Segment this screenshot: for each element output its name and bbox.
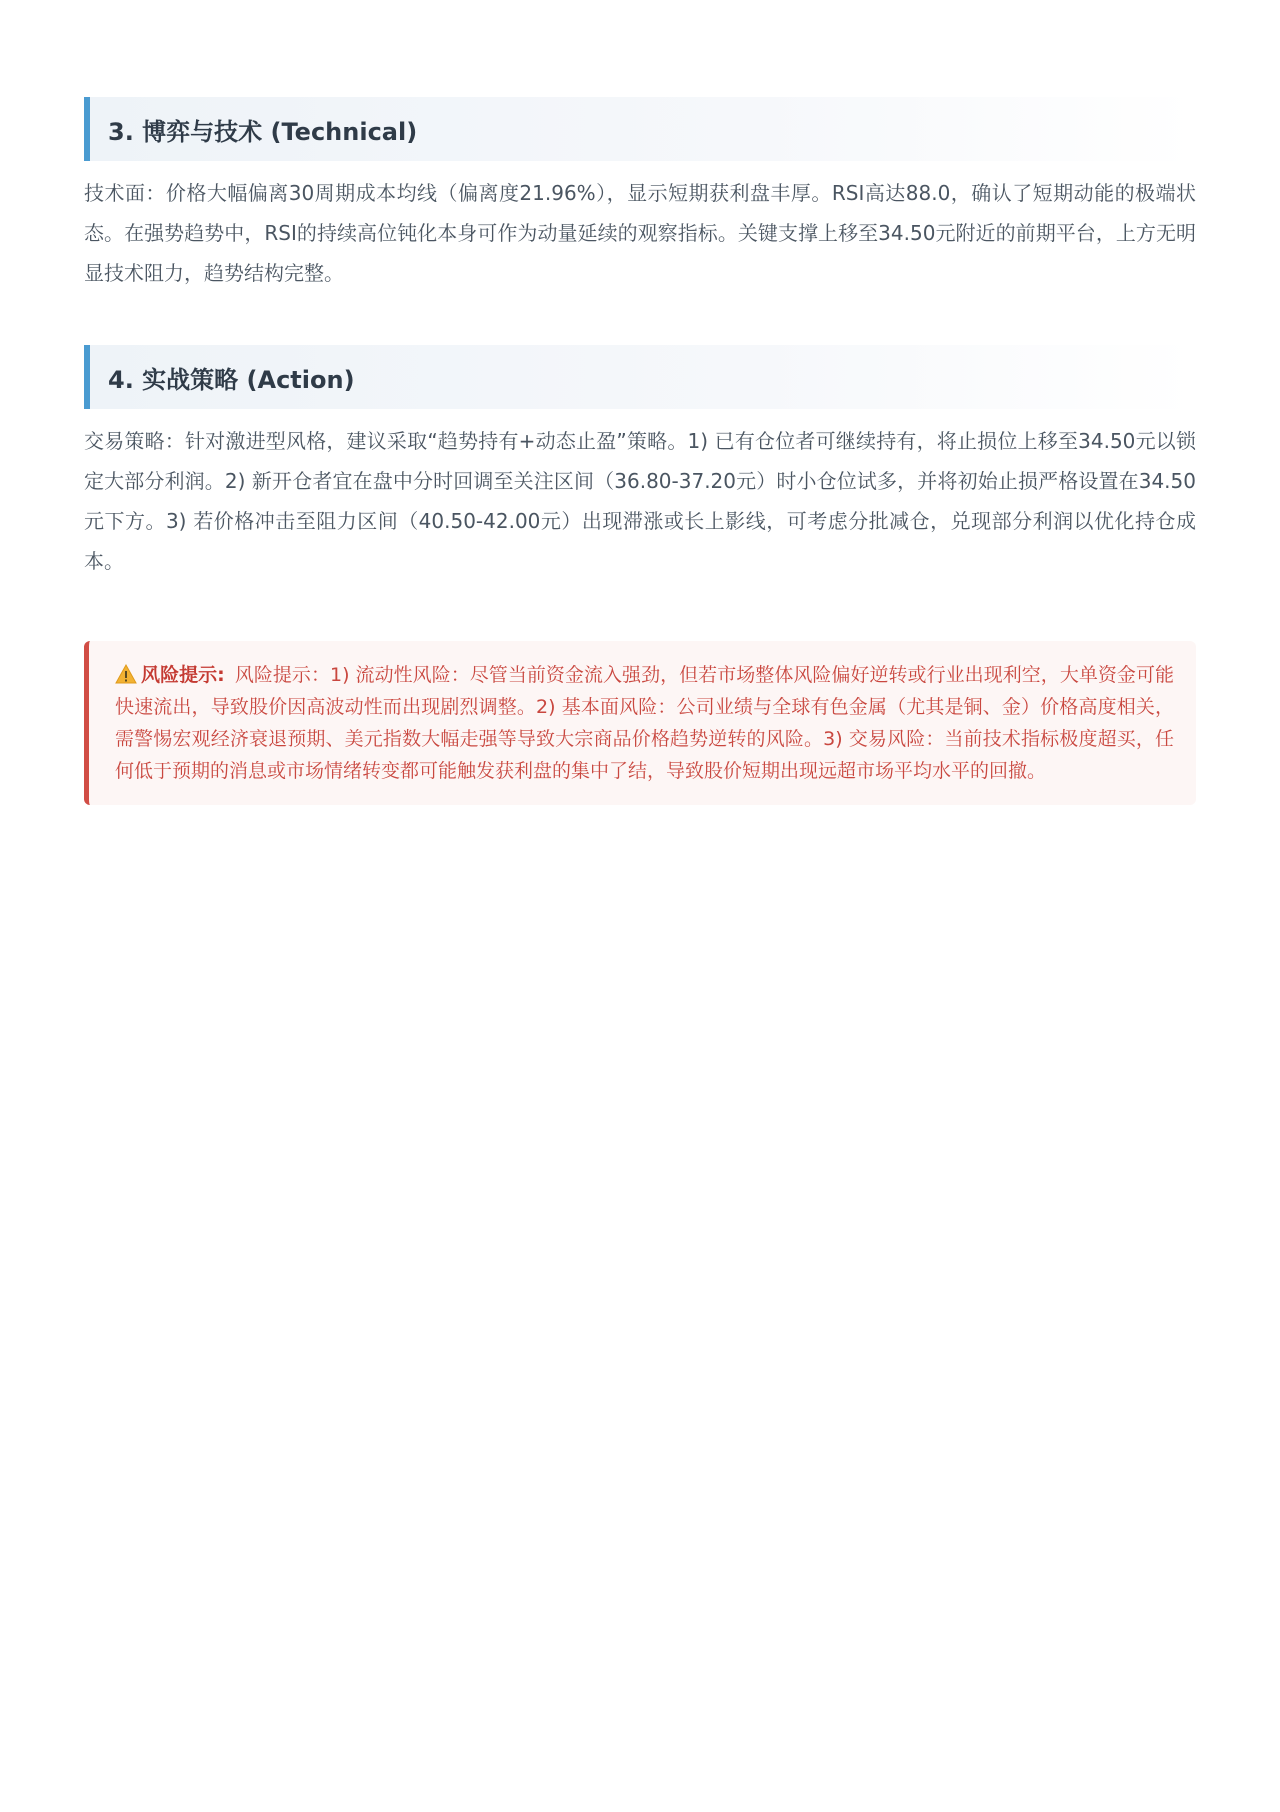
risk-label: 风险提示: [141, 664, 225, 686]
section-body-action: 交易策略：针对激进型风格，建议采取“趋势持有+动态止盈”策略。1) 已有仓位者可继续持有，将止损位上移至34.50元以锁定大部分利润。2) 新开仓者宜在盘中分时回调至关注区间（36.80-37.20元）时小仓位试多，并将初始止损严格设置在34.50元下方。3) 若价格冲击至阻力区间（40.50-42.00元）出现滞涨或长上影线，可考虑分批减仓，兑现部分利润以优化持仓成本。 [84, 429, 1196, 573]
report-page [84, 97, 1196, 805]
warning-icon [115, 662, 137, 682]
section-technical [84, 97, 1196, 293]
section-body-technical: 技术面：价格大幅偏离30周期成本均线（偏离度21.96%），显示短期获利盘丰厚。RSI高达88.0，确认了短期动能的极端状态。在强势趋势中，RSI的持续高位钝化本身可作为动量延续的观察指标。关键支撑上移至34.50元附近的前期平台，上方无明显技术阻力，趋势结构完整。 [84, 181, 1196, 285]
risk-warning-box [84, 641, 1196, 805]
section-heading-action: 4. 实战策略 (Action) [84, 345, 1196, 409]
section-heading-technical: 3. 博弈与技术 (Technical) [84, 97, 1196, 161]
section-action [84, 345, 1196, 581]
risk-text: 风险提示：1) 流动性风险：尽管当前资金流入强劲，但若市场整体风险偏好逆转或行业出现利空，大单资金可能快速流出，导致股价因高波动性而出现剧烈调整。2) 基本面风险：公司业绩与全球有色金属（尤其是铜、金）价格高度相关，需警惕宏观经济衰退预期、美元指数大幅走强等导致大宗商品价格趋势逆转的风险。3) 交易风险：当前技术指标极度超买，任何低于预期的消息或市场情绪转变都可能触发获利盘的集中了结，导致股价短期出现远超市场平均水平的回撤。 [115, 664, 1174, 782]
